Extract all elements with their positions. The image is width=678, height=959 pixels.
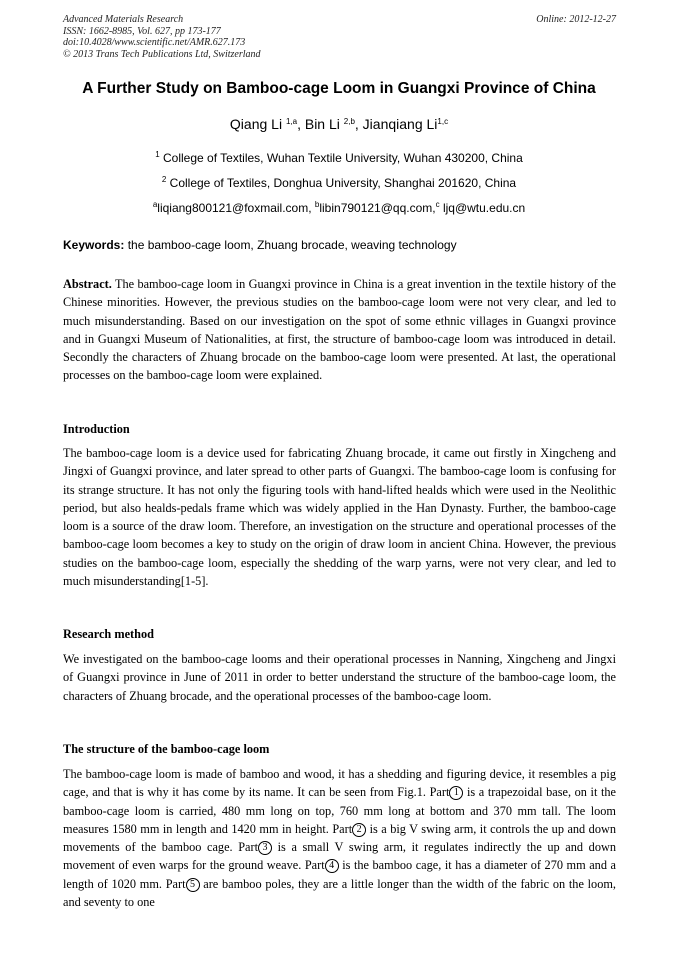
structure-heading: The structure of the bamboo-cage loom	[63, 742, 270, 756]
author-1-sup: 1,a	[285, 117, 298, 126]
journal-header	[63, 14, 616, 60]
research-method-text: We investigated on the bamboo-cage looms and their operational processes in Nanning, Xingcheng and Jingxi of Guangxi province in June of 2011 in order to better understand the structure of the bamboo-cage loom, the characters of Zhuang brocade, and the operational processes of the bamboo-cage loom.	[63, 652, 616, 703]
part-2-marker: 2	[352, 823, 366, 837]
structure-text-1: The bamboo-cage loom is made of bamboo and wood, it has a shedding and figuring device, it resembles a pig cage, and that is why it has come by its name. It can be seen from Fig.1. Part	[63, 767, 616, 800]
abstract-text: The bamboo-cage loom in Guangxi province in China is a great invention in the textile history of the Chinese minorities. However, the previous studies on the bamboo-cage loom were not very clear, and led to much misunderstanding. Based on our investigation on the spot of some ethnic villages in Guangxi province and in Guangxi Museum of Nationalities, at first, the structure of bamboo-cage loom was introduced in detail. Secondly the characters of Zhuang brocade on the bamboo-cage loom were presented. At last, the operational processes on the bamboo-cage loom were explained.	[63, 277, 616, 383]
email-b: libin790121@qq.com,	[319, 201, 436, 215]
keywords	[63, 238, 616, 252]
author-2: , Bin Li	[297, 116, 344, 132]
structure-text-2: is a trapezoidal base, on it the bamboo-cage loom is carried, 480 mm long on top, 760 mm long at bottom and 370 mm tall. The loom measures 1580 mm in length and 1420 mm in height. Part	[63, 785, 616, 836]
author-3-sup: 1,c	[437, 117, 449, 126]
paper-title: A Further Study on Bamboo-cage Loom in Guangxi Province of China	[82, 80, 596, 97]
author-list	[30, 116, 648, 132]
part-4-marker: 4	[325, 859, 339, 873]
structure-text-4: is a small V swing arm, it regulates indirectly the up and down movement of even warps for the ground weave. Part	[63, 840, 616, 873]
email-list	[30, 201, 648, 215]
introduction-heading: Introduction	[63, 422, 130, 436]
structure-text-6: are bamboo poles, they are a little longer than the width of the fabric on the loom, and seventy to one	[63, 876, 616, 910]
structure-text	[63, 765, 616, 911]
copyright-line: © 2013 Trans Tech Publications Ltd, Switzerland	[63, 48, 261, 60]
author-2-sup: 2,b	[343, 117, 355, 126]
affiliation-1	[30, 151, 648, 165]
journal-name: Advanced Materials Research	[63, 14, 184, 25]
email-a: liqiang800121@foxmail.com,	[157, 201, 315, 215]
author-1: Qiang Li	[229, 116, 286, 132]
online-date: Online: 2012-12-27	[536, 14, 616, 25]
research-method-heading: Research method	[63, 627, 154, 641]
issn-line: ISSN: 1662-8985, Vol. 627, pp 173-177	[63, 25, 221, 37]
part-1-marker: 1	[449, 786, 463, 800]
affiliation-2-sup: 2	[161, 175, 167, 184]
email-c: ljq@wtu.edu.cn	[439, 201, 526, 215]
keywords-text: the bamboo-cage loom, Zhuang brocade, weaving technology	[124, 238, 457, 252]
email-b-sup: b	[314, 200, 320, 209]
part-5-marker: 5	[186, 878, 200, 892]
abstract	[63, 275, 616, 385]
affiliation-1-sup: 1	[155, 150, 160, 159]
doi-line: doi:10.4028/www.scientific.net/AMR.627.173	[63, 37, 246, 48]
affiliation-2-text: College of Textiles, Donghua University, Shanghai 201620, China	[166, 176, 517, 190]
affiliation-2	[30, 176, 648, 190]
affiliation-1-text: College of Textiles, Wuhan Textile University, Wuhan 430200, China	[159, 151, 523, 165]
introduction-text: The bamboo-cage loom is a device used for fabricating Zhuang brocade, it came out firstly in Xingcheng and Jingxi of Guangxi province, and later spread to other parts of Guangxi. The bamboo-cage loom is confusing for its strange structure. It has not only the figuring tools with hand-lifted healds which were used in the Neolithic period, but also healds-pedals frame which was widely applied in the Han Dynasty. Further, the bamboo-cage loom is a source of the draw loom. Therefore, an investigation on the structure and operational processes of the bamboo-cage loom becomes a key to study on the origin of draw loom in ancient China. However, the previous studies on the bamboo-cage loom, especially the shedding of the warp yarns, were not very clear, and led to much misunderstanding[1-5].	[63, 446, 616, 589]
structure-text-5: is the bamboo cage, it has a diameter of 270 mm and a length of 1020 mm. Part	[63, 858, 616, 891]
author-3: , Jianqiang Li	[354, 116, 438, 132]
structure-text-3: is a big V swing arm, it controls the up and down movements of the bamboo cage. Part	[63, 821, 617, 855]
keywords-label: Keywords:	[63, 238, 125, 252]
email-a-sup: a	[152, 200, 158, 209]
email-c-sup: c	[435, 200, 440, 209]
abstract-label: Abstract.	[63, 277, 112, 291]
part-3-marker: 3	[258, 841, 272, 855]
